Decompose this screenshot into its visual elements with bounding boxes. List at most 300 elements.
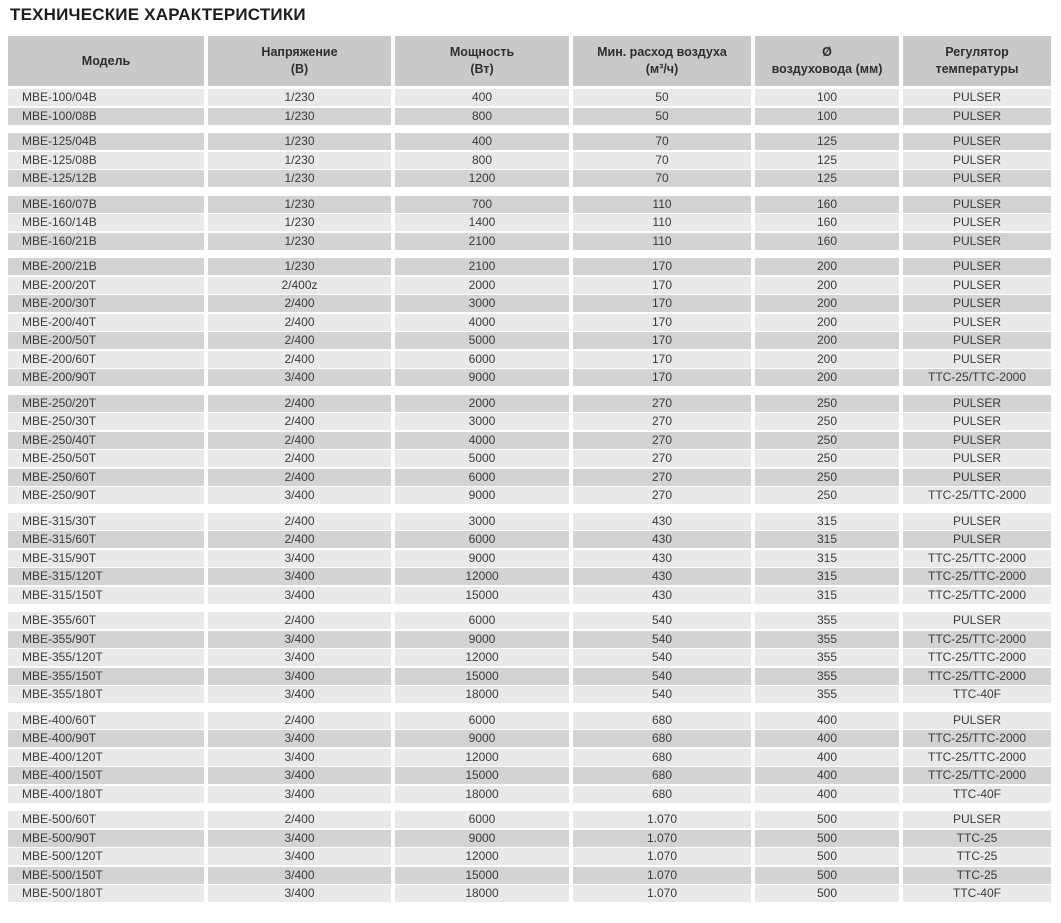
cell-voltage: 1/230 — [208, 214, 391, 231]
cell-temperature-regulator: TTC-25/TTC-2000 — [903, 649, 1051, 666]
table-row — [8, 314, 1053, 331]
cell-airflow: 680 — [573, 749, 751, 766]
cell-power: 5000 — [395, 332, 569, 349]
cell-airflow: 430 — [573, 531, 751, 548]
cell-model: MBE-400/150T — [8, 767, 204, 784]
cell-duct-diameter: 315 — [755, 550, 899, 567]
cell-airflow: 540 — [573, 612, 751, 629]
cell-airflow: 110 — [573, 196, 751, 213]
cell-temperature-regulator: PULSER — [903, 314, 1051, 331]
cell-airflow: 270 — [573, 395, 751, 412]
cell-voltage: 3/400 — [208, 668, 391, 685]
cell-duct-diameter: 125 — [755, 133, 899, 150]
cell-model: MBE-200/60T — [8, 351, 204, 368]
cell-duct-diameter: 355 — [755, 612, 899, 629]
cell-power: 12000 — [395, 749, 569, 766]
cell-voltage: 1/230 — [208, 170, 391, 187]
table-row — [8, 133, 1053, 150]
cell-power: 6000 — [395, 612, 569, 629]
cell-power: 6000 — [395, 712, 569, 729]
cell-airflow: 270 — [573, 432, 751, 449]
table-row — [8, 587, 1053, 604]
cell-voltage: 3/400 — [208, 749, 391, 766]
cell-duct-diameter: 100 — [755, 108, 899, 125]
cell-model: MBE-160/07B — [8, 196, 204, 213]
cell-model: MBE-400/180T — [8, 786, 204, 803]
cell-duct-diameter: 400 — [755, 767, 899, 784]
column-header-voltage: Напряжение (В) — [208, 36, 391, 86]
cell-duct-diameter: 160 — [755, 233, 899, 250]
cell-voltage: 3/400 — [208, 487, 391, 504]
table-row — [8, 830, 1053, 847]
cell-power: 2100 — [395, 258, 569, 275]
cell-model: MBE-200/40T — [8, 314, 204, 331]
cell-model: MBE-315/150T — [8, 587, 204, 604]
cell-duct-diameter: 160 — [755, 196, 899, 213]
table-row — [8, 258, 1053, 275]
cell-temperature-regulator: PULSER — [903, 170, 1051, 187]
cell-power: 12000 — [395, 649, 569, 666]
cell-temperature-regulator: PULSER — [903, 395, 1051, 412]
cell-airflow: 540 — [573, 631, 751, 648]
cell-temperature-regulator: PULSER — [903, 513, 1051, 530]
cell-power: 1400 — [395, 214, 569, 231]
cell-model: MBE-200/21B — [8, 258, 204, 275]
cell-power: 2000 — [395, 395, 569, 412]
cell-model: MBE-160/14B — [8, 214, 204, 231]
specifications-table — [8, 36, 1053, 904]
cell-duct-diameter: 400 — [755, 786, 899, 803]
cell-power: 2000 — [395, 277, 569, 294]
cell-voltage: 3/400 — [208, 786, 391, 803]
table-row — [8, 450, 1053, 467]
cell-model: MBE-250/20T — [8, 395, 204, 412]
table-row — [8, 531, 1053, 548]
cell-airflow: 170 — [573, 314, 751, 331]
model-group — [8, 513, 1053, 604]
cell-duct-diameter: 200 — [755, 369, 899, 386]
cell-airflow: 430 — [573, 568, 751, 585]
cell-airflow: 70 — [573, 133, 751, 150]
cell-duct-diameter: 250 — [755, 469, 899, 486]
cell-airflow: 70 — [573, 152, 751, 169]
cell-power: 9000 — [395, 487, 569, 504]
cell-temperature-regulator: PULSER — [903, 432, 1051, 449]
cell-voltage: 1/230 — [208, 152, 391, 169]
cell-temperature-regulator: TTC-25/TTC-2000 — [903, 631, 1051, 648]
cell-power: 800 — [395, 108, 569, 125]
cell-voltage: 1/230 — [208, 258, 391, 275]
cell-temperature-regulator: PULSER — [903, 133, 1051, 150]
cell-voltage: 2/400 — [208, 314, 391, 331]
cell-power: 18000 — [395, 885, 569, 902]
cell-temperature-regulator: TTC-25/TTC-2000 — [903, 487, 1051, 504]
cell-model: MBE-355/60T — [8, 612, 204, 629]
page-title: ТЕХНИЧЕСКИЕ ХАРАКТЕРИСТИКИ — [10, 5, 306, 24]
cell-power: 12000 — [395, 568, 569, 585]
cell-voltage: 3/400 — [208, 730, 391, 747]
cell-airflow: 170 — [573, 295, 751, 312]
cell-temperature-regulator: TTC-25 — [903, 867, 1051, 884]
table-row — [8, 513, 1053, 530]
cell-airflow: 680 — [573, 712, 751, 729]
cell-voltage: 1/230 — [208, 233, 391, 250]
cell-temperature-regulator: PULSER — [903, 712, 1051, 729]
cell-airflow: 1.070 — [573, 848, 751, 865]
table-row — [8, 152, 1053, 169]
cell-temperature-regulator: PULSER — [903, 469, 1051, 486]
cell-duct-diameter: 500 — [755, 885, 899, 902]
cell-model: MBE-315/90T — [8, 550, 204, 567]
table-row — [8, 867, 1053, 884]
cell-duct-diameter: 400 — [755, 730, 899, 747]
cell-temperature-regulator: PULSER — [903, 295, 1051, 312]
cell-duct-diameter: 355 — [755, 631, 899, 648]
cell-power: 6000 — [395, 531, 569, 548]
cell-model: MBE-355/150T — [8, 668, 204, 685]
table-row — [8, 295, 1053, 312]
cell-model: MBE-400/120T — [8, 749, 204, 766]
cell-voltage: 3/400 — [208, 568, 391, 585]
cell-power: 6000 — [395, 469, 569, 486]
table-row — [8, 612, 1053, 629]
cell-airflow: 110 — [573, 214, 751, 231]
cell-airflow: 430 — [573, 513, 751, 530]
cell-voltage: 3/400 — [208, 587, 391, 604]
cell-temperature-regulator: PULSER — [903, 152, 1051, 169]
cell-duct-diameter: 125 — [755, 152, 899, 169]
cell-airflow: 430 — [573, 550, 751, 567]
cell-power: 15000 — [395, 867, 569, 884]
cell-temperature-regulator: PULSER — [903, 258, 1051, 275]
cell-temperature-regulator: PULSER — [903, 811, 1051, 828]
table-row — [8, 811, 1053, 828]
cell-airflow: 1.070 — [573, 811, 751, 828]
cell-voltage: 2/400 — [208, 351, 391, 368]
cell-duct-diameter: 200 — [755, 314, 899, 331]
cell-temperature-regulator: TTC-25/TTC-2000 — [903, 369, 1051, 386]
cell-duct-diameter: 355 — [755, 649, 899, 666]
cell-airflow: 680 — [573, 786, 751, 803]
cell-model: MBE-315/120T — [8, 568, 204, 585]
cell-voltage: 3/400 — [208, 885, 391, 902]
cell-power: 400 — [395, 133, 569, 150]
table-row — [8, 712, 1053, 729]
cell-temperature-regulator: TTC-40F — [903, 885, 1051, 902]
cell-power: 4000 — [395, 314, 569, 331]
cell-duct-diameter: 200 — [755, 277, 899, 294]
cell-power: 18000 — [395, 686, 569, 703]
cell-power: 9000 — [395, 631, 569, 648]
model-group — [8, 712, 1053, 803]
cell-airflow: 1.070 — [573, 830, 751, 847]
cell-airflow: 540 — [573, 686, 751, 703]
cell-power: 12000 — [395, 848, 569, 865]
cell-power: 3000 — [395, 513, 569, 530]
table-row — [8, 487, 1053, 504]
model-group — [8, 612, 1053, 703]
cell-temperature-regulator: TTC-25/TTC-2000 — [903, 668, 1051, 685]
cell-temperature-regulator: PULSER — [903, 277, 1051, 294]
cell-voltage: 2/400 — [208, 712, 391, 729]
cell-temperature-regulator: TTC-25 — [903, 830, 1051, 847]
cell-voltage: 3/400 — [208, 867, 391, 884]
cell-power: 3000 — [395, 413, 569, 430]
cell-airflow: 1.070 — [573, 885, 751, 902]
cell-power: 3000 — [395, 295, 569, 312]
cell-temperature-regulator: TTC-40F — [903, 686, 1051, 703]
cell-airflow: 540 — [573, 668, 751, 685]
cell-voltage: 3/400 — [208, 649, 391, 666]
cell-airflow: 270 — [573, 469, 751, 486]
cell-voltage: 2/400 — [208, 811, 391, 828]
cell-airflow: 170 — [573, 369, 751, 386]
cell-duct-diameter: 315 — [755, 513, 899, 530]
cell-duct-diameter: 250 — [755, 487, 899, 504]
cell-airflow: 680 — [573, 730, 751, 747]
cell-duct-diameter: 400 — [755, 712, 899, 729]
cell-airflow: 270 — [573, 413, 751, 430]
cell-temperature-regulator: PULSER — [903, 612, 1051, 629]
table-row — [8, 89, 1053, 106]
cell-model: MBE-200/50T — [8, 332, 204, 349]
cell-model: MBE-250/30T — [8, 413, 204, 430]
table-row — [8, 786, 1053, 803]
cell-model: MBE-400/90T — [8, 730, 204, 747]
cell-airflow: 70 — [573, 170, 751, 187]
cell-temperature-regulator: TTC-25/TTC-2000 — [903, 730, 1051, 747]
cell-airflow: 50 — [573, 89, 751, 106]
cell-power: 700 — [395, 196, 569, 213]
cell-model: MBE-250/60T — [8, 469, 204, 486]
cell-model: MBE-500/60T — [8, 811, 204, 828]
cell-duct-diameter: 400 — [755, 749, 899, 766]
cell-model: MBE-200/30T — [8, 295, 204, 312]
cell-voltage: 2/400 — [208, 432, 391, 449]
table-row — [8, 730, 1053, 747]
cell-model: MBE-500/120T — [8, 848, 204, 865]
cell-power: 6000 — [395, 811, 569, 828]
cell-airflow: 540 — [573, 649, 751, 666]
cell-temperature-regulator: PULSER — [903, 214, 1051, 231]
cell-voltage: 2/400 — [208, 395, 391, 412]
cell-power: 9000 — [395, 550, 569, 567]
cell-airflow: 270 — [573, 487, 751, 504]
cell-model: MBE-100/04B — [8, 89, 204, 106]
cell-voltage: 2/400z — [208, 277, 391, 294]
column-header-airflow: Мин. расход воздуха (м³/ч) — [573, 36, 751, 86]
column-header-power: Мощность (Вт) — [395, 36, 569, 86]
cell-airflow: 170 — [573, 277, 751, 294]
table-row — [8, 369, 1053, 386]
cell-power: 15000 — [395, 668, 569, 685]
cell-duct-diameter: 355 — [755, 668, 899, 685]
cell-model: MBE-125/04B — [8, 133, 204, 150]
cell-model: MBE-250/40T — [8, 432, 204, 449]
cell-duct-diameter: 500 — [755, 811, 899, 828]
cell-power: 4000 — [395, 432, 569, 449]
cell-airflow: 50 — [573, 108, 751, 125]
cell-model: MBE-500/90T — [8, 830, 204, 847]
cell-duct-diameter: 160 — [755, 214, 899, 231]
cell-model: MBE-315/60T — [8, 531, 204, 548]
cell-model: MBE-250/90T — [8, 487, 204, 504]
cell-airflow: 1.070 — [573, 867, 751, 884]
cell-voltage: 3/400 — [208, 830, 391, 847]
table-row — [8, 214, 1053, 231]
cell-power: 9000 — [395, 730, 569, 747]
cell-temperature-regulator: PULSER — [903, 196, 1051, 213]
cell-temperature-regulator: PULSER — [903, 108, 1051, 125]
cell-voltage: 2/400 — [208, 531, 391, 548]
cell-model: MBE-500/180T — [8, 885, 204, 902]
table-row — [8, 469, 1053, 486]
table-row — [8, 668, 1053, 685]
table-row — [8, 432, 1053, 449]
model-group — [8, 133, 1053, 187]
cell-voltage: 3/400 — [208, 369, 391, 386]
cell-voltage: 2/400 — [208, 469, 391, 486]
table-row — [8, 108, 1053, 125]
cell-temperature-regulator: TTC-25 — [903, 848, 1051, 865]
cell-model: MBE-355/90T — [8, 631, 204, 648]
cell-temperature-regulator: PULSER — [903, 332, 1051, 349]
cell-model: MBE-125/12B — [8, 170, 204, 187]
cell-voltage: 3/400 — [208, 686, 391, 703]
cell-temperature-regulator: PULSER — [903, 413, 1051, 430]
cell-duct-diameter: 250 — [755, 413, 899, 430]
table-row — [8, 351, 1053, 368]
cell-duct-diameter: 315 — [755, 531, 899, 548]
cell-power: 9000 — [395, 830, 569, 847]
cell-duct-diameter: 500 — [755, 830, 899, 847]
table-row — [8, 170, 1053, 187]
cell-voltage: 1/230 — [208, 196, 391, 213]
column-header-temperature-regulator: Регулятор температуры — [903, 36, 1051, 86]
cell-voltage: 2/400 — [208, 332, 391, 349]
cell-voltage: 1/230 — [208, 108, 391, 125]
cell-voltage: 2/400 — [208, 450, 391, 467]
cell-power: 2100 — [395, 233, 569, 250]
cell-power: 800 — [395, 152, 569, 169]
cell-duct-diameter: 200 — [755, 258, 899, 275]
table-row — [8, 767, 1053, 784]
cell-model: MBE-315/30T — [8, 513, 204, 530]
cell-duct-diameter: 250 — [755, 432, 899, 449]
table-header-row — [8, 36, 1053, 86]
table-row — [8, 233, 1053, 250]
cell-airflow: 110 — [573, 233, 751, 250]
cell-duct-diameter: 200 — [755, 351, 899, 368]
cell-voltage: 1/230 — [208, 89, 391, 106]
table-body — [8, 89, 1053, 902]
model-group — [8, 196, 1053, 250]
model-group — [8, 258, 1053, 386]
cell-voltage: 2/400 — [208, 612, 391, 629]
cell-airflow: 170 — [573, 258, 751, 275]
table-row — [8, 649, 1053, 666]
cell-duct-diameter: 250 — [755, 450, 899, 467]
cell-duct-diameter: 315 — [755, 568, 899, 585]
cell-model: MBE-160/21B — [8, 233, 204, 250]
table-row — [8, 332, 1053, 349]
cell-duct-diameter: 125 — [755, 170, 899, 187]
column-header-model: Модель — [8, 36, 204, 86]
cell-temperature-regulator: PULSER — [903, 450, 1051, 467]
cell-temperature-regulator: PULSER — [903, 351, 1051, 368]
table-row — [8, 686, 1053, 703]
cell-airflow: 170 — [573, 332, 751, 349]
cell-duct-diameter: 200 — [755, 332, 899, 349]
cell-power: 18000 — [395, 786, 569, 803]
cell-temperature-regulator: PULSER — [903, 89, 1051, 106]
cell-duct-diameter: 250 — [755, 395, 899, 412]
table-row — [8, 413, 1053, 430]
cell-model: MBE-355/120T — [8, 649, 204, 666]
cell-duct-diameter: 200 — [755, 295, 899, 312]
table-row — [8, 631, 1053, 648]
cell-power: 400 — [395, 89, 569, 106]
cell-model: MBE-100/08B — [8, 108, 204, 125]
cell-model: MBE-250/50T — [8, 450, 204, 467]
table-row — [8, 848, 1053, 865]
model-group — [8, 811, 1053, 902]
cell-voltage: 3/400 — [208, 848, 391, 865]
cell-duct-diameter: 500 — [755, 848, 899, 865]
cell-temperature-regulator: TTC-25/TTC-2000 — [903, 550, 1051, 567]
table-row — [8, 196, 1053, 213]
table-row — [8, 568, 1053, 585]
cell-temperature-regulator: TTC-25/TTC-2000 — [903, 767, 1051, 784]
cell-voltage: 3/400 — [208, 550, 391, 567]
cell-duct-diameter: 100 — [755, 89, 899, 106]
table-row — [8, 885, 1053, 902]
cell-power: 15000 — [395, 767, 569, 784]
cell-voltage: 3/400 — [208, 767, 391, 784]
cell-power: 6000 — [395, 351, 569, 368]
cell-temperature-regulator: PULSER — [903, 233, 1051, 250]
table-row — [8, 749, 1053, 766]
cell-voltage: 3/400 — [208, 631, 391, 648]
table-row — [8, 395, 1053, 412]
cell-temperature-regulator: PULSER — [903, 531, 1051, 548]
cell-airflow: 430 — [573, 587, 751, 604]
table-row — [8, 550, 1053, 567]
cell-model: MBE-500/150T — [8, 867, 204, 884]
cell-airflow: 270 — [573, 450, 751, 467]
cell-voltage: 2/400 — [208, 295, 391, 312]
cell-duct-diameter: 355 — [755, 686, 899, 703]
cell-model: MBE-200/20T — [8, 277, 204, 294]
cell-airflow: 680 — [573, 767, 751, 784]
cell-airflow: 170 — [573, 351, 751, 368]
cell-model: MBE-355/180T — [8, 686, 204, 703]
cell-model: MBE-125/08B — [8, 152, 204, 169]
cell-temperature-regulator: TTC-40F — [903, 786, 1051, 803]
cell-model: MBE-400/60T — [8, 712, 204, 729]
cell-power: 9000 — [395, 369, 569, 386]
cell-model: MBE-200/90T — [8, 369, 204, 386]
cell-voltage: 1/230 — [208, 133, 391, 150]
cell-temperature-regulator: TTC-25/TTC-2000 — [903, 749, 1051, 766]
cell-power: 5000 — [395, 450, 569, 467]
model-group — [8, 395, 1053, 505]
table-row — [8, 277, 1053, 294]
model-group — [8, 89, 1053, 125]
cell-voltage: 2/400 — [208, 413, 391, 430]
cell-duct-diameter: 500 — [755, 867, 899, 884]
cell-temperature-regulator: TTC-25/TTC-2000 — [903, 587, 1051, 604]
